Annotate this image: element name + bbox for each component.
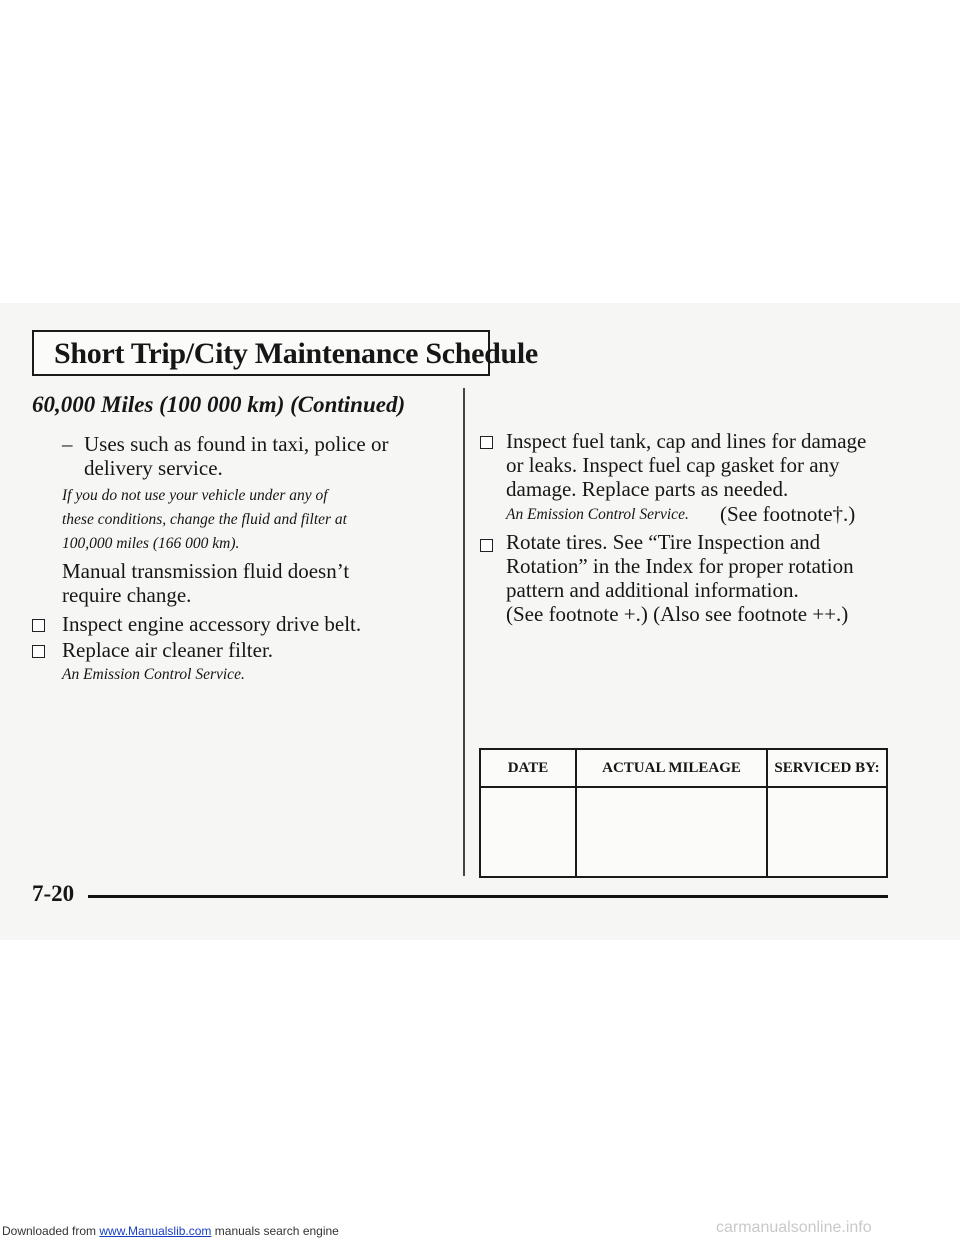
download-prefix: Downloaded from (2, 1224, 100, 1238)
checkbox-tires[interactable] (480, 539, 493, 552)
list-dash: – (62, 432, 73, 456)
section-title: 60,000 Miles (100 000 km) (Continued) (32, 392, 406, 417)
tires-line-3: pattern and additional information. (506, 578, 799, 602)
uses-line-2: delivery service. (84, 456, 223, 480)
checkbox-belt[interactable] (32, 619, 45, 632)
tires-line-2: Rotation” in the Index for proper rotation (506, 554, 854, 578)
fuel-line-2: or leaks. Inspect fuel cap gasket for any (506, 453, 840, 477)
uses-line-1: Uses such as found in taxi, police or (84, 432, 389, 456)
page-number: 7-20 (32, 881, 75, 906)
page-header-title: Short Trip/City Maintenance Schedule (54, 337, 538, 370)
fuel-line-3: damage. Replace parts as needed. (506, 477, 789, 501)
column-divider (463, 388, 465, 876)
item-belt: Inspect engine accessory drive belt. (62, 612, 362, 636)
manual-line-2: require change. (62, 583, 192, 607)
note-line-1: If you do not use your vehicle under any of (62, 487, 328, 504)
emission-note-left: An Emission Control Service. (62, 666, 245, 683)
date-entry-cell[interactable] (483, 790, 573, 876)
tires-line-1: Rotate tires. See “Tire Inspection and (506, 530, 821, 554)
mileage-entry-cell[interactable] (579, 790, 764, 876)
footer-rule (88, 895, 888, 898)
checkbox-fuel[interactable] (480, 436, 493, 449)
table-header-divider (481, 786, 886, 788)
fuel-emission-note: An Emission Control Service. (506, 506, 689, 523)
fuel-line-1: Inspect fuel tank, cap and lines for damage (506, 429, 867, 453)
download-suffix: manuals search engine (211, 1224, 339, 1238)
download-banner (2, 1224, 339, 1238)
watermark-text: carmanualsonline.info (716, 1219, 872, 1236)
service-record-table (479, 748, 888, 878)
item-filter: Replace air cleaner filter. (62, 638, 274, 662)
tires-line-4: (See footnote +.) (Also see footnote ++.) (506, 602, 849, 626)
manualslib-link[interactable]: www.Manualslib.com (99, 1224, 212, 1238)
note-line-3: 100,000 miles (166 000 km). (62, 535, 240, 552)
checkbox-filter[interactable] (32, 645, 45, 658)
col-header-serviced: SERVICED BY: (774, 760, 880, 776)
fuel-footnote: (See footnote†.) (720, 502, 856, 526)
serviced-by-entry-cell[interactable] (770, 790, 884, 876)
col-header-mileage: ACTUAL MILEAGE (602, 760, 741, 776)
note-line-2: these conditions, change the fluid and filter at (62, 511, 347, 528)
manual-line-1: Manual transmission fluid doesn’t (62, 559, 350, 583)
col-header-date: DATE (507, 760, 549, 776)
page-header-box (32, 330, 538, 376)
